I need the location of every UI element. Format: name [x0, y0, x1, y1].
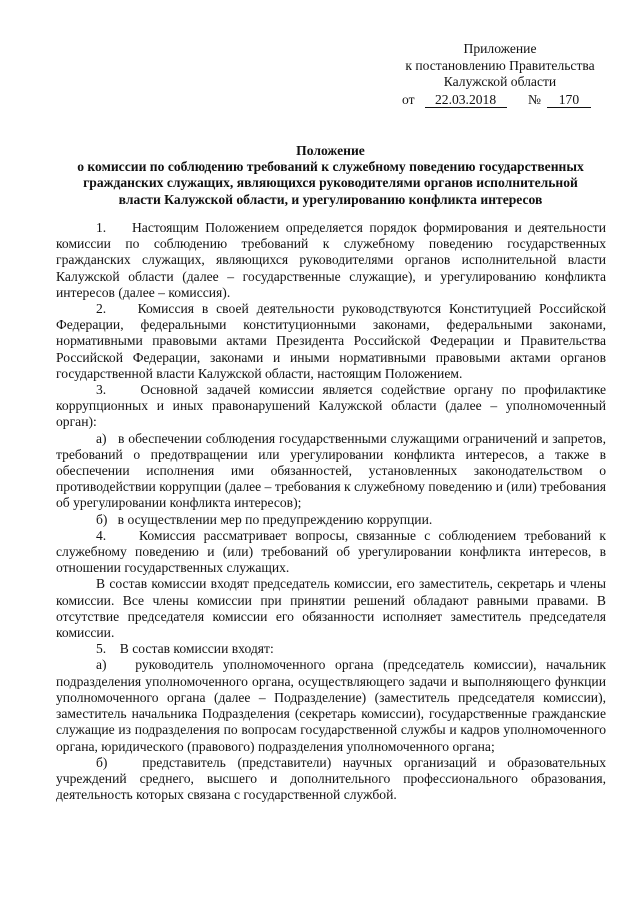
title-line-4: власти Калужской области, и урегулированию конфликта интересов [118, 191, 543, 207]
paragraph-4-composition: В состав комиссии входят председатель комиссии, его заместитель, секретарь и члены комиссии. Все члены комиссии при принятии решений обладают равными правами. В отсутствие председателя комиссии его обязанности исполняет заместитель председателя комиссии. [56, 576, 606, 641]
appendix-region-line: Калужской области [443, 74, 557, 89]
paragraph-5b: б) представитель (представители) научных организаций и образовательных учреждений среднего, высшего и дополнительного профессионального образования, деятельность которых связана с государственной службой. [56, 754, 606, 803]
appendix-date-row [390, 92, 610, 109]
appendix-header [390, 41, 610, 108]
document-title [48, 143, 613, 208]
title-line-3: гражданских служащих, являющихся руководителями органов исполнительной [83, 175, 578, 191]
paragraph-2: 2. Комиссия в своей деятельности руководствуются Конституцией Российской Федерации, федеральными конституционными законами, федеральными законами, нормативными правовыми актами Президента Российской Федерации и Правительства Российской Федерации, законами и иными нормативными правовыми актами органов государственной власти Калужской области, настоящим Положением. [56, 301, 606, 381]
document-body [56, 220, 606, 803]
paragraph-1: 1. Настоящим Положением определяется порядок формирования и деятельности комиссии по соблюдению требований к служебному поведению государственных гражданских служащих, являющихся руководителями органов исполнительной власти Калужской области (далее – государственные служащие), и урегулированию конфликта интересов (далее – комиссия). [56, 220, 606, 300]
resolution-date: 22.03.2018 [425, 93, 507, 108]
paragraph-4: 4. Комиссия рассматривает вопросы, связанные с соблюдением требований к служебному поведению и (или) требований об урегулировании конфликта интересов, в отношении государственных служащих. [56, 527, 606, 576]
paragraph-3: 3. Основной задачей комиссии является содействие органу по профилактике коррупционных и иных правонарушений Калужской области (далее – уполномоченный орган): [56, 382, 606, 430]
title-line-2: о комиссии по соблюдению требований к служебному поведению государственных [77, 159, 584, 175]
date-prefix: от [402, 91, 415, 107]
paragraph-5a: а) руководитель уполномоченного органа (председатель комиссии), начальник подразделения уполномоченного органа, осуществляющего задачи и выполняющего функции уполномоченного органа (далее – Подразделение) (заместитель председателя комиссии), заместитель начальника Подразделения (секретарь комиссии), государственные гражданские служащие из подразделения по вопросам государственной службы и кадров уполномоченного органа, юридического (правового) подразделения уполномоченного органа; [56, 657, 606, 754]
paragraph-3b: б) в осуществлении мер по предупреждению коррупции. [96, 511, 433, 527]
appendix-label: Приложение [463, 41, 537, 56]
paragraph-5: 5. В состав комиссии входят: [96, 641, 274, 657]
appendix-resolution-line: к постановлению Правительства [405, 57, 595, 73]
paragraph-3a: а) в обеспечении соблюдения государственными служащими ограничений и запретов, требований о предотвращении или урегулировании конфликта интересов, а также в обеспечении исполнения ими обязанностей, установленных законодательством о противодействии коррупции (далее – требования к служебному поведению и (или) требования об урегулировании конфликта интересов); [56, 430, 606, 511]
title-line-1: Положение [296, 143, 365, 158]
resolution-number: 170 [547, 93, 591, 108]
number-prefix: № [527, 91, 541, 107]
